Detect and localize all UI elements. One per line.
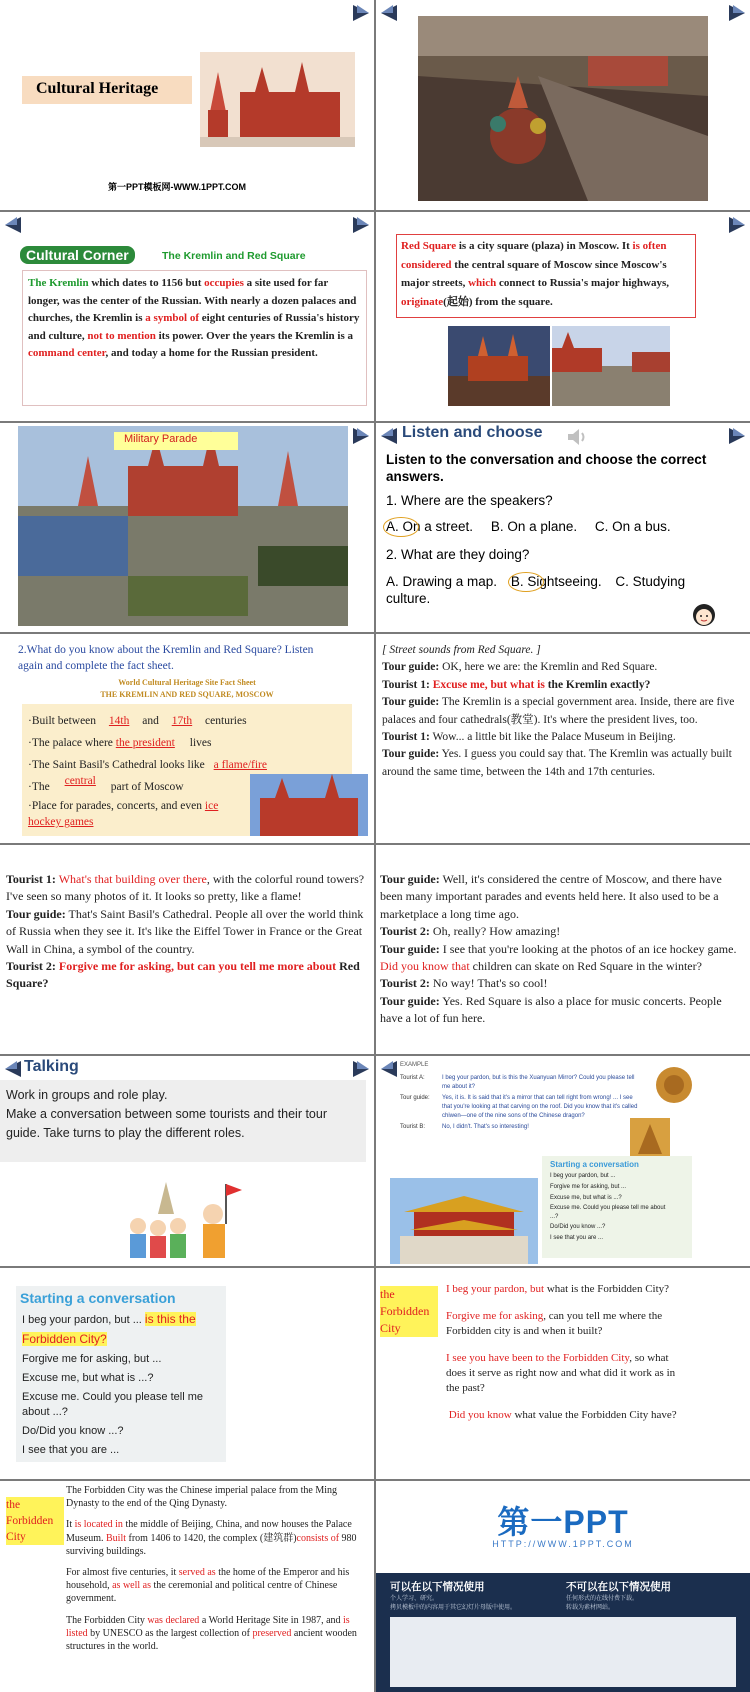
slide-12[interactable] (376, 1056, 750, 1266)
answer-blank[interactable]: 17th (171, 715, 193, 727)
bronze-mirror-image (654, 1064, 694, 1106)
speech: the Kremlin exactly? (544, 678, 651, 691)
dialogue-line (382, 746, 746, 781)
speech: children can skate on Red Square in the winter? (469, 959, 702, 974)
section-header: Listen and choose (402, 424, 543, 441)
talking-line-2: Make a conversation between some tourists and their tour guide. Take turns to play the different roles. (6, 1107, 328, 1140)
speaker: Tour guide: (6, 906, 66, 921)
speaker: Tour guide: (380, 993, 440, 1008)
phrase: Forgive me for asking, but ... (550, 1184, 627, 1190)
answer-blank[interactable]: 14th (108, 715, 130, 727)
slide-13[interactable] (0, 1268, 374, 1479)
text-span: by UNESCO as the largest collection of (87, 1627, 253, 1639)
fact-line-5 (28, 798, 238, 830)
speaker: Tourist 1: (382, 731, 430, 744)
speaker: Tour guide: (382, 748, 440, 761)
allowed-item: 拷贝模板中的内容用于其它幻灯片母版中使用。 (390, 1605, 517, 1611)
key-phrase: I see you have been to the Forbidden City (446, 1352, 630, 1364)
text-span: For almost five centuries, it (66, 1567, 179, 1579)
allowed-title: 可以在以下情况使用 (390, 1581, 485, 1593)
example-speaker: Tourist A: (400, 1075, 425, 1081)
answer-blank[interactable]: the president (115, 737, 175, 749)
paragraph (66, 1518, 366, 1558)
cultural-corner-title: Cultural Corner (20, 246, 135, 264)
fact-line-4 (28, 776, 273, 798)
red-square-night-photo (448, 326, 550, 406)
speaker: Tourist 2: (380, 924, 430, 939)
slide-4[interactable] (376, 212, 750, 421)
keyword: occupies (204, 277, 244, 289)
phrase: I see that you are ... (550, 1235, 604, 1241)
fact-line-1 (28, 710, 273, 732)
text-span: 980 surviving buildings. (66, 1532, 357, 1557)
example-text: I beg your pardon, but is this the Xuanyuan Mirror? Could you please tell me about it? (442, 1075, 635, 1090)
triangle-nav-icon (3, 1059, 23, 1079)
keyword: not to mention (87, 329, 156, 342)
highlighted-example: is this the Forbidden City? (22, 1312, 196, 1346)
allowed-list (390, 1595, 516, 1613)
starting-conversation-panel (16, 1286, 226, 1462)
key-phrase: is listed (66, 1614, 350, 1639)
usage-panel (376, 1573, 750, 1692)
text-span: , so what does it serve as right now and what did it work as in the past? (446, 1352, 676, 1394)
footer-text: 第一PPT模板网-WWW.1PPT.COM (108, 182, 246, 192)
dialogue-2 (6, 871, 368, 993)
text-span: the middle of Beijing, China, and now houses the Palace Museum. (66, 1519, 352, 1544)
dialogue-line (380, 975, 746, 992)
option-c[interactable]: C. On a bus. (594, 519, 671, 534)
example-row (400, 1123, 640, 1132)
text-span: a World Heritage Site in 1987, and (199, 1614, 344, 1626)
speaker: Tourist 2: (6, 959, 56, 974)
speech: Yes. I guess you could say that. The Kremlin was actually built around the same time, between the 14th and 17th centuries. (382, 748, 732, 778)
speech: Red Square? (6, 959, 360, 991)
triangle-nav-icon (727, 215, 747, 235)
option-b[interactable] (511, 574, 602, 589)
paragraph (66, 1614, 366, 1654)
text-span: which dates to 1156 but (88, 277, 205, 289)
dialogue-line (382, 729, 746, 746)
q1-options (386, 519, 671, 534)
key-phrase: Excuse me, but what is (432, 678, 545, 691)
keyword: a symbol of (145, 312, 200, 325)
option-a[interactable] (386, 519, 473, 534)
triangle-nav-icon (727, 3, 747, 23)
forbidden-city-text (66, 1484, 366, 1653)
ppt-logo: 第一PPT (497, 1504, 629, 1540)
dialogue-1 (382, 642, 746, 781)
slide-11[interactable] (0, 1056, 374, 1266)
question-1: 1. Where are the speakers? (386, 493, 553, 508)
key-phrase: preserved (252, 1627, 292, 1639)
speaker-icon[interactable] (566, 427, 588, 447)
text-span: part of Moscow (107, 781, 184, 793)
triangle-nav-icon (351, 3, 371, 23)
fact-sheet-title-1: World Cultural Heritage Site Fact Sheet (118, 678, 256, 687)
paragraph (66, 1566, 366, 1606)
speaker: Tour guide: (380, 872, 440, 886)
slide-10[interactable] (376, 845, 750, 1054)
forbidden-list (566, 1595, 638, 1613)
answer-blank[interactable]: a flame/fire (213, 759, 267, 771)
dialogue-line (382, 659, 746, 676)
text-span: eight centuries of Russia's history and culture, (28, 312, 360, 342)
text-span: , can you tell me where the Forbidden city is and when it built? (446, 1310, 663, 1337)
text-span: , and today a home for the Russian president. (105, 347, 318, 360)
key-phrase: Forgive me for asking (446, 1310, 544, 1322)
phrase (22, 1310, 226, 1350)
speech: Oh, really? How amazing! (429, 924, 561, 939)
text-span: ·Built between (28, 715, 99, 727)
text-span: ·The Saint Basil's Cathedral looks like (28, 759, 208, 771)
example-label: EXAMPLE (400, 1062, 429, 1068)
slide-1[interactable] (0, 0, 374, 210)
example-speaker: Tourist B: (400, 1124, 426, 1130)
triangle-nav-icon (3, 215, 23, 235)
speech: Wow... a little bit like the Palace Museum in Beijing. (429, 731, 676, 744)
triangle-nav-icon (727, 426, 747, 446)
option-c[interactable]: C. Studying culture. (386, 574, 686, 606)
key-phrase: Forgive me for asking, but can you tell me more about (58, 959, 337, 974)
speaker: Tour guide: (382, 661, 440, 674)
fact-sheet-title-2: THE KREMLIN AND RED SQUARE, MOSCOW (100, 690, 274, 699)
phrase: Forgive me for asking, but ... (22, 1353, 162, 1365)
speaker: Tourist 1: (6, 872, 56, 886)
title-bar (22, 76, 192, 104)
forbidden-item: 转载为素材网站。 (566, 1605, 615, 1611)
text-span: from 1406 to 1420, the complex (建筑群) (126, 1532, 297, 1544)
text-span: ·The (28, 781, 53, 793)
phrase: I beg your pardon, but ... (550, 1173, 616, 1179)
kremlin-term: The Kremlin (28, 277, 89, 289)
text-span: is a city square (plaza) in Moscow. It (456, 240, 633, 252)
text-span: and (139, 715, 162, 727)
red-square-text-box (396, 234, 696, 318)
answer-blank[interactable]: central (64, 775, 96, 787)
red-square-aerial-photo (418, 16, 708, 201)
key-phrase: Built (106, 1532, 127, 1544)
example-text: No, I didn't. That's so interesting! (442, 1124, 529, 1130)
example-text: Yes, it is. It is said that it's a mirror that can tell right from wrong! ... I see that you're looking at that carving on the roof. Did you know that it's called chiwen—one of the nine sons of the Chinese dragon? (442, 1095, 638, 1119)
photo-caption: Military Parade (114, 432, 238, 450)
speaker: Tourist 1: (382, 678, 430, 691)
speaker: Tour guide: (380, 941, 440, 956)
text-span: a site used for far longer, was the center of the Russian. With nearly a dozen palaces and churches, the Kremlin is (28, 277, 357, 325)
topic-label: the Forbidden City (380, 1286, 438, 1337)
museum-thumbnail (250, 774, 368, 836)
text-span: the home of the Emperor and his household, (66, 1567, 350, 1592)
box-lines (542, 1169, 692, 1244)
box-title: Starting a conversation (550, 1160, 639, 1169)
example-speaker: Tour guide: (400, 1095, 430, 1101)
phrase: I see that you are ... (22, 1444, 120, 1456)
slide-9[interactable] (0, 845, 374, 1054)
phrase-text: I beg your pardon, but ... (22, 1314, 142, 1326)
dialogue-line (6, 871, 368, 906)
text-span: the ceremonial and political centre of Chinese government. (66, 1580, 338, 1605)
forbidden-item: 任何形式的在线付费下载。 (566, 1596, 639, 1602)
dialogue-line (6, 906, 368, 958)
dialogue-line (382, 677, 746, 694)
triangle-nav-icon (351, 1059, 371, 1079)
text-span: what value the Forbidden City have? (511, 1409, 677, 1421)
military-parade-photo (18, 426, 348, 626)
chiwen-carving-image (630, 1118, 670, 1160)
dialogue-3 (380, 871, 746, 1028)
instruction: Listen to the conversation and choose the correct answers. (386, 452, 707, 484)
speech: Yes. Red Square is also a place for music concerts. People have a lot of fun here. (380, 993, 722, 1026)
speech: That's Saint Basil's Cathedral. People all over the world think of Russia when they see it. It's like the Eiffel Tower in France or the Great Wall in China, a symbol of the country. (6, 906, 364, 956)
phrase: Do/Did you know ...? (22, 1425, 124, 1437)
dialogue-line (380, 993, 746, 1028)
text-span: The Forbidden City (66, 1614, 148, 1626)
keyword: which (468, 277, 497, 289)
text-span: connect to Russia's major highways, (496, 277, 669, 289)
phrase: Excuse me, but what is ...? (22, 1372, 154, 1384)
key-phrase: consists of (296, 1532, 340, 1544)
allowed-item: 个人学习、研究。 (390, 1596, 439, 1602)
text-span: the central square of Moscow since Moscow's major streets, (401, 258, 667, 289)
phrase: Excuse me. Could you please tell me about ...? (22, 1391, 203, 1418)
slide-5[interactable] (0, 423, 374, 632)
answer-blank[interactable]: ice hockey games (28, 800, 219, 828)
forbidden-title: 不可以在以下情况使用 (566, 1581, 671, 1593)
question-list (446, 1282, 686, 1423)
key-phrase: I beg your pardon, but (446, 1283, 545, 1295)
kremlin-text-box (22, 270, 367, 406)
text-span: lives (186, 737, 212, 749)
text-span: ·Place for parades, concerts, and even (28, 800, 205, 812)
speech: No way! That's so cool! (429, 976, 548, 991)
answer-circle (508, 572, 544, 592)
text-span: what is the Forbidden City? (544, 1283, 670, 1295)
slide-6[interactable] (376, 423, 750, 632)
slide-title: Cultural Heritage (36, 80, 159, 97)
key-phrase: was declared (147, 1614, 200, 1626)
section-header: Talking (24, 1058, 79, 1075)
slide-7[interactable] (0, 634, 374, 843)
topic-label: the Forbidden City (6, 1497, 64, 1545)
dialogue-line (380, 923, 746, 940)
dialogue-line (380, 871, 746, 923)
question (446, 1351, 686, 1396)
tourists-cartoon-image (118, 1174, 248, 1260)
question (446, 1282, 686, 1297)
text-span: ancient wooden structures in the world. (66, 1627, 357, 1653)
slide-15[interactable] (0, 1481, 374, 1692)
text-span: (起始) from the square. (443, 295, 553, 308)
dialogue-line (382, 694, 746, 729)
triangle-nav-icon (351, 426, 371, 446)
answer-circle (383, 517, 419, 537)
key-phrase: is located in (74, 1519, 123, 1531)
slide-2[interactable] (376, 0, 750, 210)
key-phrase: as well as (112, 1580, 151, 1592)
fact-line-2 (28, 732, 273, 754)
triangle-nav-icon (379, 1059, 399, 1079)
ppt-url[interactable]: HTTP://WWW.1PPT.COM (492, 1539, 634, 1549)
subtitle: The Kremlin and Red Square (162, 250, 306, 262)
fact-line-3 (28, 754, 273, 776)
phrase: Excuse me. Could you please tell me about ...? (550, 1205, 666, 1220)
slide-8[interactable] (376, 634, 750, 843)
option-a[interactable]: A. Drawing a map. (386, 574, 498, 589)
stage-direction: [ Street sounds from Red Square. ] (382, 644, 541, 656)
example-row (400, 1094, 640, 1121)
speech: The Kremlin is a special government area. Inside, there are five palaces and four cathedrals(教堂). It's where the president lives, too. (382, 696, 735, 726)
question-2: 2. What are they doing? (386, 547, 530, 562)
paragraph: The Forbidden City was the Chinese imperial palace from the Ming Dynasty to the end of the Qing Dynasty. (66, 1485, 338, 1510)
speech: , with the colorful round towers? I've seen so many photos of it. It looks so pretty, like a flame! (6, 872, 365, 904)
box-title: Starting a conversation (20, 1290, 176, 1306)
question (446, 1408, 686, 1423)
talking-line-1: Work in groups and role play. (6, 1088, 168, 1102)
keyword: is often considered (401, 240, 667, 271)
key-phrase: Did you know that (380, 959, 470, 974)
slide-14[interactable] (376, 1268, 750, 1479)
speech: Well, it's considered the centre of Moscow, and there have been many important parades and events held here. It also used to be a marketplace a long time ago. (380, 872, 722, 921)
girl-cartoon-icon (688, 601, 720, 629)
dialogue-line (380, 941, 746, 976)
text-span: It (66, 1519, 75, 1531)
fact-sheet-lines (28, 710, 273, 830)
slide-16[interactable] (376, 1481, 750, 1692)
option-b-label: B. Sightseeing. (510, 574, 602, 589)
keyword: originate (401, 295, 444, 308)
text-span: its power. Over the years the Kremlin is a (155, 329, 354, 342)
key-phrase: served as (178, 1567, 216, 1579)
dialogue-line (6, 958, 368, 993)
question (446, 1309, 686, 1339)
speaker: Tour guide: (382, 696, 440, 709)
triangle-nav-icon (351, 215, 371, 235)
keyword: command center (28, 347, 106, 360)
q2-options (386, 573, 716, 607)
text-span: centuries (202, 715, 247, 727)
speaker: Tourist 2: (380, 976, 430, 991)
key-phrase: What's that building over there (58, 872, 207, 886)
link-table (390, 1617, 736, 1687)
key-phrase: Did you know (448, 1409, 512, 1421)
historical-museum-photo (200, 52, 355, 147)
option-b[interactable]: B. On a plane. (490, 519, 578, 534)
example-dialogue (400, 1074, 640, 1132)
triangle-nav-icon (379, 3, 399, 23)
talking-box (0, 1080, 366, 1162)
speech: I see that you're looking at the photos of an ice hockey game. (439, 941, 737, 956)
example-row (400, 1074, 640, 1092)
red-square-day-photo (552, 326, 670, 406)
triangle-nav-icon (379, 426, 399, 446)
slide-3[interactable] (0, 212, 374, 421)
phrase-list (16, 1306, 226, 1460)
fact-sheet-question: 2.What do you know about the Kremlin and Red Square? Listen again and complete the fact sheet. (18, 644, 314, 672)
phrase: Do/Did you know ...? (550, 1224, 606, 1230)
keyword: Red Square (401, 240, 457, 252)
option-a-label: A. On a street. (386, 519, 474, 534)
text-span: ·The palace where (28, 737, 116, 749)
phrase: Excuse me, but what is ...? (550, 1195, 622, 1201)
speech: OK, here we are: the Kremlin and Red Square. (439, 661, 658, 674)
starting-conversation-box (542, 1156, 692, 1258)
forbidden-city-image (390, 1178, 538, 1264)
